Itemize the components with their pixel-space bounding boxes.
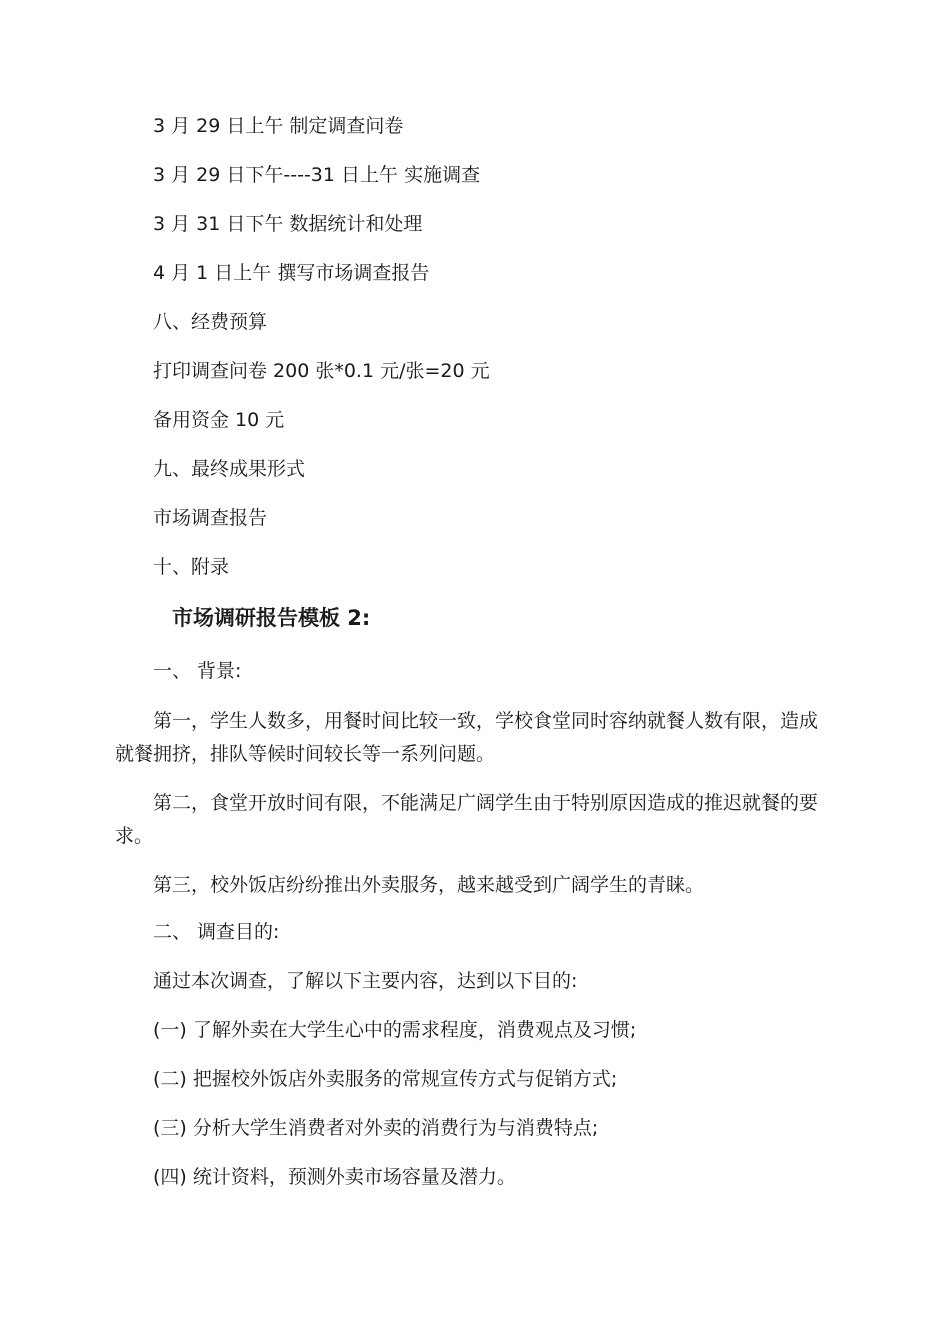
section-heading-budget: 八、经费预算 — [153, 311, 268, 333]
section-heading-deliverable: 九、最终成果形式 — [153, 458, 306, 480]
schedule-item: 3 月 29 日下午----31 日上午 实施调查 — [153, 164, 481, 186]
section-heading-purpose: 二、 调查目的: — [153, 921, 280, 943]
budget-item: 打印调查问卷 200 张*0.1 元/张=20 元 — [153, 360, 490, 382]
template-2-title: 市场调研报告模板 2: — [172, 606, 371, 630]
budget-item: 备用资金 10 元 — [153, 409, 285, 431]
purpose-intro: 通过本次调查，了解以下主要内容，达到以下目的: — [153, 970, 578, 992]
purpose-item: (四) 统计资料，预测外卖市场容量及潜力。 — [153, 1166, 516, 1188]
purpose-item: (一) 了解外卖在大学生心中的需求程度，消费观点及习惯; — [153, 1019, 637, 1041]
schedule-item: 3 月 31 日下午 数据统计和处理 — [153, 213, 423, 235]
section-heading-appendix: 十、附录 — [153, 556, 230, 578]
schedule-item: 4 月 1 日上午 撰写市场调查报告 — [153, 262, 430, 284]
schedule-item: 3 月 29 日上午 制定调查问卷 — [153, 115, 404, 137]
purpose-item: (二) 把握校外饭店外卖服务的常规宣传方式与促销方式; — [153, 1068, 618, 1090]
section-heading-background: 一、 背景: — [153, 660, 242, 682]
deliverable-item: 市场调查报告 — [153, 507, 268, 529]
background-paragraph: 第一，学生人数多，用餐时间比较一致，学校食堂同时容纳就餐人数有限，造成就餐拥挤，排队等候时间较长等一系列问题。 — [115, 710, 819, 765]
background-paragraph: 第三，校外饭店纷纷推出外卖服务，越来越受到广阔学生的青睐。 — [153, 874, 705, 896]
purpose-item: (三) 分析大学生消费者对外卖的消费行为与消费特点; — [153, 1117, 599, 1139]
background-paragraph: 第二，食堂开放时间有限，不能满足广阔学生由于特别原因造成的推迟就餐的要求。 — [115, 792, 819, 847]
